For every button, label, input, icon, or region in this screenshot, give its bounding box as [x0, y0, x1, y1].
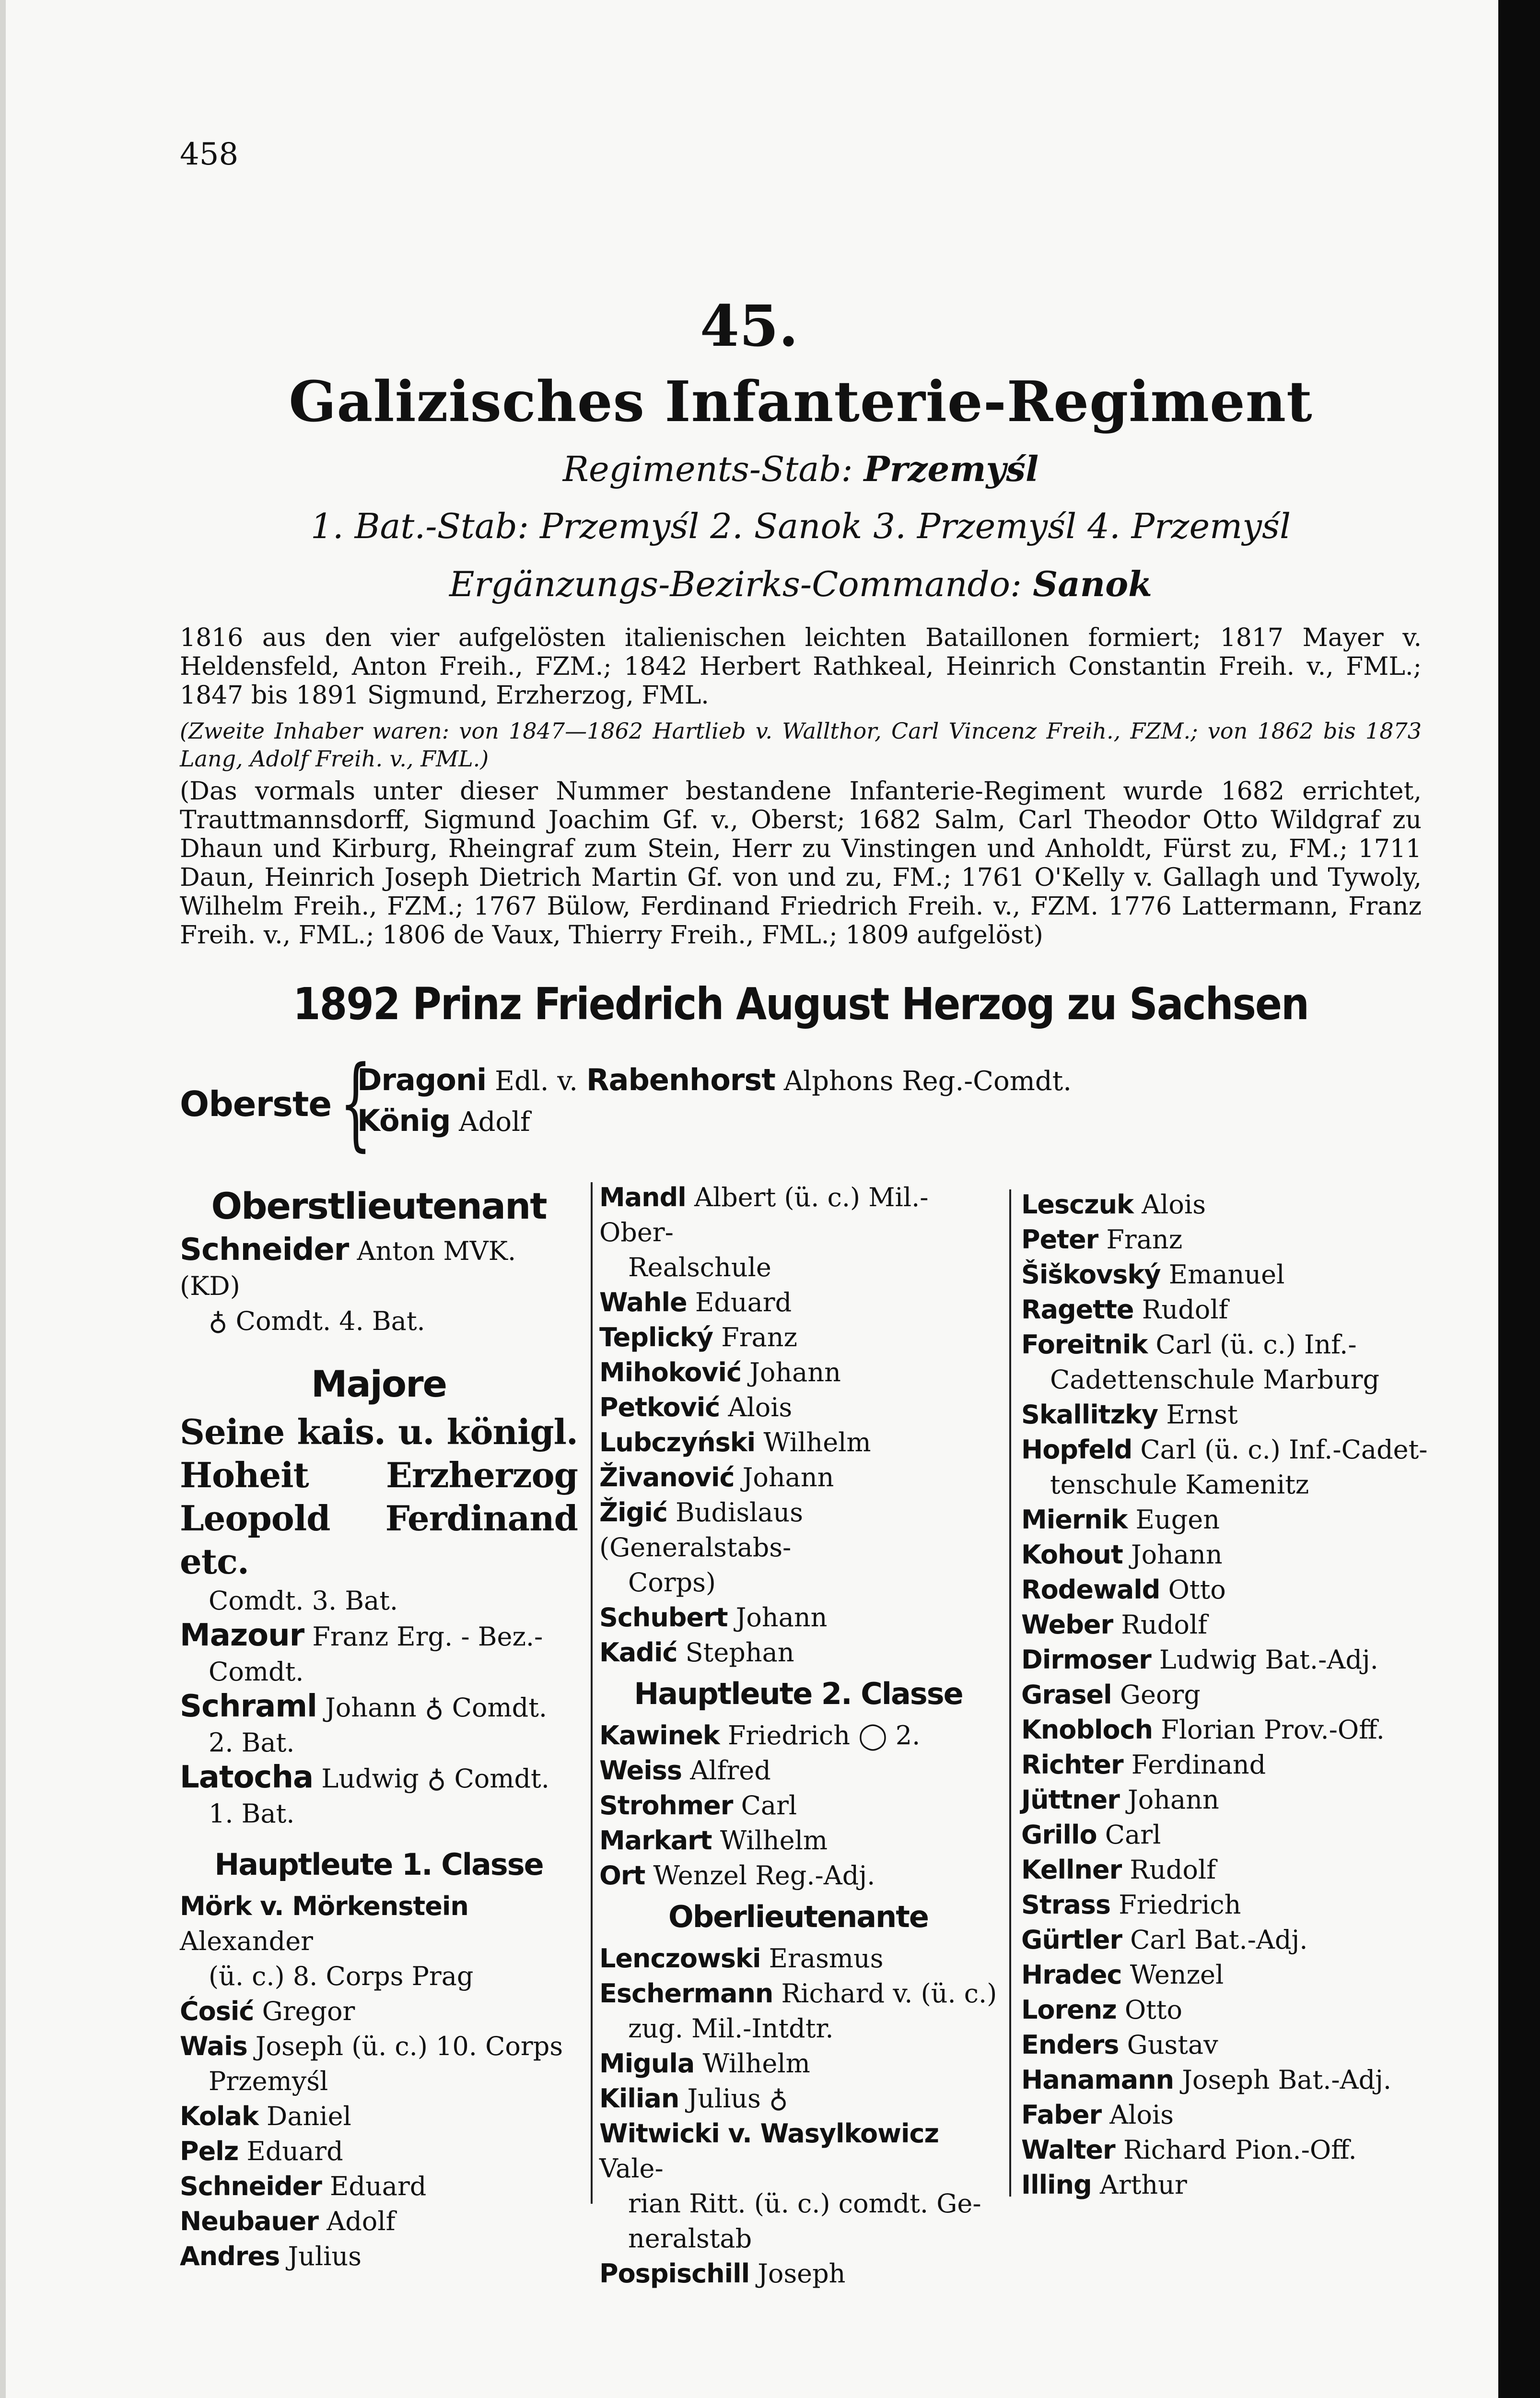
heading-oberstlieutenant: Oberstlieutenant: [211, 1185, 547, 1227]
officer-detail: Alexander: [180, 1926, 313, 1956]
column-3: [1021, 1187, 1434, 2202]
list-item-continuation: Cadettenschule Marburg: [1050, 1364, 1380, 1395]
list-item: [1021, 1817, 1434, 1852]
officer-detail: Richard v. (ü. c.): [781, 1978, 997, 2009]
list-item: [599, 1635, 997, 1670]
officer-name: Šiškovský: [1021, 1259, 1161, 1290]
list-item: [599, 2046, 997, 2081]
officer-detail: Carl (ü. c.) Inf.-: [1155, 1329, 1357, 1360]
officer-name: Grasel: [1021, 1680, 1112, 1710]
officer-detail: Rudolf: [1142, 1294, 1228, 1325]
officer-name: Foreitnik: [1021, 1329, 1148, 1360]
list-item: [599, 1941, 997, 1976]
officer-detail: Wilhelm: [763, 1427, 871, 1458]
regiment-title: Galizisches Infanterie-Regiment: [289, 369, 1313, 435]
officer-detail: Ferdinand: [1131, 1750, 1266, 1780]
list-item: [1021, 1782, 1434, 1817]
officer-detail: Eduard: [330, 2171, 427, 2201]
officer-name: Teplický: [599, 1322, 713, 1352]
officer-name: Mandl: [599, 1182, 686, 1212]
stab-label: Regiments-Stab:: [562, 449, 853, 489]
list-item-continuation: rian Ritt. (ü. c.) comdt. Ge-: [628, 2188, 981, 2219]
officer-detail: Carl: [1105, 1820, 1161, 1850]
list-item: [1021, 1187, 1434, 1222]
list-item: [1021, 2027, 1434, 2062]
list-item: [1021, 1222, 1434, 1257]
officer-detail: Friedrich ◯ 2.: [727, 1720, 921, 1751]
officer-name: Skallitzky: [1021, 1399, 1158, 1430]
list-item: [1021, 1992, 1434, 2027]
officer-name: Kadić: [599, 1637, 677, 1668]
list-item: [599, 2116, 997, 2186]
officer-detail: Arthur: [1099, 2170, 1187, 2200]
list-item: [599, 1495, 997, 1565]
officer-detail: Daniel: [267, 2101, 351, 2131]
page-edge-left: [0, 0, 6, 2398]
officer-name: Mihoković: [599, 1357, 742, 1387]
officer-detail: Franz: [1106, 1224, 1183, 1255]
officer-name: Pospischill: [599, 2258, 750, 2289]
regiments-stab: [0, 448, 1540, 489]
officer-detail: Alfred: [690, 1755, 771, 1786]
list-item: [599, 1425, 997, 1460]
officer-detail: Julius: [288, 2241, 362, 2271]
officer-name: Miernik: [1021, 1505, 1128, 1535]
officer-detail: Franz Erg. - Bez.-: [312, 1622, 543, 1652]
officer-name: Žigić: [599, 1497, 667, 1528]
officer-detail: Richard Pion.-Off.: [1123, 2135, 1357, 2165]
officer-name: Walter: [1021, 2135, 1115, 2165]
officer-name: Rodewald: [1021, 1575, 1160, 1605]
list-item: [1021, 1502, 1434, 1537]
brace-glyph: {: [339, 1044, 372, 1162]
officer-detail: Johann: [735, 1602, 828, 1633]
list-item: [599, 1285, 997, 1320]
officer-name: Jüttner: [1021, 1785, 1120, 1815]
officer-detail: Joseph Bat.-Adj.: [1182, 2065, 1392, 2095]
officer-detail: Gregor: [262, 1996, 355, 2026]
list-item: [180, 1889, 578, 1959]
officer-name: Andres: [180, 2241, 280, 2271]
regiment-number: 45.: [700, 293, 799, 359]
officer-detail: Johann: [1128, 1785, 1219, 1815]
officer-name: Kilian: [599, 2083, 679, 2114]
officer-detail: Johann: [742, 1462, 834, 1493]
list-item: [1021, 1327, 1434, 1362]
list-item-continuation: Comdt.: [209, 1657, 304, 1687]
list-item: [180, 1689, 578, 1725]
heading-hauptleute-2: Hauptleute 2. Classe: [634, 1676, 963, 1711]
column-divider: [1009, 1189, 1011, 2197]
officer-name: Schraml: [180, 1689, 317, 1724]
officer-name: Weber: [1021, 1610, 1113, 1640]
column-1: [180, 1180, 578, 2274]
oberst-entry-1: [357, 1062, 1072, 1097]
major-highness: Seine kais. u. königl. Hoheit Erzherzog Leopold Ferdinand etc.: [180, 1411, 578, 1582]
officer-detail: Johann ♁ Comdt.: [325, 1693, 548, 1723]
list-item: [180, 1233, 578, 1304]
officer-detail: Georg: [1120, 1680, 1201, 1710]
officer-detail: Florian Prov.-Off.: [1161, 1715, 1385, 1745]
officer-detail: Otto: [1124, 1995, 1182, 2025]
officer-detail: Wilhelm: [702, 2048, 810, 2079]
officer-name: Wahle: [599, 1287, 687, 1317]
list-item: [1021, 1887, 1434, 1922]
officer-detail: Stephan: [685, 1637, 794, 1668]
officer-detail: Johann: [1131, 1540, 1223, 1570]
officer-detail: Eduard: [246, 2136, 343, 2166]
officer-name: Dirmoser: [1021, 1645, 1151, 1675]
list-item: [180, 2169, 578, 2204]
officer-name: Gürtler: [1021, 1925, 1122, 1955]
officer-detail: Eduard: [695, 1287, 792, 1317]
officer-detail: Rudolf: [1130, 1855, 1216, 1885]
officer-detail: Wenzel: [1130, 1960, 1224, 1990]
officer-name: Kellner: [1021, 1855, 1122, 1885]
column-divider: [591, 1182, 593, 2204]
list-item: [599, 2256, 997, 2291]
officer-detail: Johann: [749, 1357, 841, 1387]
officer-name: Pelz: [180, 2136, 239, 2166]
officer-detail: Carl Bat.-Adj.: [1130, 1925, 1308, 1955]
list-item: [180, 2099, 578, 2134]
oberst-name: Dragoni: [357, 1062, 487, 1097]
officer-name: Mazour: [180, 1618, 304, 1653]
history-paragraph-1: 1816 aus den vier aufgelösten italienischen leichten Bataillonen formiert; 1817 Mayer v. Heldensfeld, Anton Freih., FZM.; 1842 Herbert Rathkeal, Heinrich Constantin Freih. v., FML.; 1847 bis 1891 Sigmund, Erzherzog, FML.: [180, 623, 1422, 710]
list-item: [1021, 1397, 1434, 1432]
officer-detail: Albert (ü. c.) Mil.-Ober-: [599, 1182, 929, 1247]
officer-detail: Eugen: [1135, 1505, 1220, 1535]
list-item: [180, 1760, 578, 1796]
officer-name: Markart: [599, 1825, 712, 1856]
officer-detail: Alois: [1142, 1189, 1206, 1220]
list-item: [180, 2029, 578, 2064]
list-item-continuation: zug. Mil.-Intdtr.: [628, 2013, 834, 2044]
officer-detail: Alois: [728, 1392, 793, 1422]
officer-name: Ort: [599, 1860, 645, 1891]
column-2: [599, 1180, 997, 2291]
officer-name: Schneider: [180, 1232, 349, 1268]
officer-detail: Otto: [1168, 1575, 1226, 1605]
officer-name: Strass: [1021, 1890, 1111, 1920]
list-item: [599, 1355, 997, 1390]
list-item: [1021, 1852, 1434, 1887]
ergaenzung-label: Ergänzungs-Bezirks-Commando:: [449, 564, 1022, 604]
list-item: [1021, 2132, 1434, 2167]
officer-detail: Adolf: [327, 2206, 396, 2236]
list-item: [1021, 1712, 1434, 1747]
ergaenzung-commando: [0, 564, 1540, 604]
officer-name: Lorenz: [1021, 1995, 1117, 2025]
officer-name: Latocha: [180, 1760, 314, 1795]
list-item: [1021, 1292, 1434, 1327]
oberste-label: Oberste: [180, 1084, 332, 1124]
officer-name: Živanović: [599, 1462, 735, 1493]
list-item: [1021, 1677, 1434, 1712]
ergaenzung-place: Sanok: [1033, 564, 1152, 604]
officer-name: Faber: [1021, 2100, 1102, 2130]
officer-name: Kolak: [180, 2101, 258, 2131]
officer-name: Ćosić: [180, 1996, 254, 2026]
list-item: [180, 2239, 578, 2274]
battalion-stabs: 1. Bat.-Stab: Przemyśl 2. Sanok 3. Przemyśl 4. Przemyśl: [311, 506, 1291, 546]
officer-detail: Wenzel Reg.-Adj.: [653, 1860, 875, 1891]
oberst-surname: Rabenhorst: [586, 1062, 775, 1097]
officer-detail: Julius ♁: [687, 2083, 788, 2114]
list-item: [1021, 1922, 1434, 1957]
oberst-entry-2: [357, 1103, 530, 1138]
officer-name: Kawinek: [599, 1720, 720, 1751]
officer-name: Lubczyński: [599, 1427, 756, 1458]
officer-name: Mörk v. Mörkenstein: [180, 1891, 468, 1921]
officer-name: Neubauer: [180, 2206, 319, 2236]
list-item: [1021, 2062, 1434, 2097]
officer-name: Strohmer: [599, 1790, 733, 1821]
list-item-continuation: 2. Bat.: [209, 1728, 295, 1758]
officer-name: Knobloch: [1021, 1715, 1153, 1745]
heading-oberlieutenante: Oberlieutenante: [668, 1899, 928, 1934]
officer-detail: Ludwig Bat.-Adj.: [1159, 1645, 1378, 1675]
officer-detail: Budislaus (Generalstabs-: [599, 1497, 803, 1563]
list-item: [1021, 1572, 1434, 1607]
list-item: [1021, 1257, 1434, 1292]
list-item: [599, 1600, 997, 1635]
list-item-continuation: tenschule Kamenitz: [1050, 1469, 1309, 1500]
officer-name: Weiss: [599, 1755, 682, 1786]
list-item: [599, 2081, 997, 2116]
officer-name: Peter: [1021, 1224, 1098, 1255]
oberst-name: König: [357, 1103, 451, 1138]
officer-name: Witwicki v. Wasylkowicz: [599, 2118, 939, 2149]
officer-name: Hradec: [1021, 1960, 1122, 1990]
list-item-continuation: neralstab: [628, 2223, 752, 2254]
list-item: [599, 1460, 997, 1495]
officer-name: Wais: [180, 2031, 247, 2061]
oberst-prefix: Edl. v.: [495, 1066, 578, 1097]
officer-name: Kohout: [1021, 1540, 1123, 1570]
list-item-continuation: Przemyśl: [209, 2066, 328, 2096]
heading-majore: Majore: [311, 1363, 447, 1405]
officer-detail: Friedrich: [1119, 1890, 1241, 1920]
history-paragraph-3: (Das vormals unter dieser Nummer bestandene Infanterie-Regiment wurde 1682 errichtet, Trauttmannsdorff, Sigmund Joachim Gf. v., Oberst; 1682 Salm, Carl Theodor Otto Wildgraf zu Dhaun und Kirburg, Rheingraf zum Stein, Herr zu Vinstingen und Anholdt, Fürst zu, FM.; 1711 Daun, Heinrich Joseph Dietrich Martin Gf. von und zu, FM.; 1761 O'Kelly v. Gallagh und Tywoly, Wilhelm Freih., FZM.; 1767 Bülow, Ferdinand Friedrich Freih. v., FZM. 1776 Lattermann, Franz Freih. v., FML.; 1806 de Vaux, Thierry Freih., FML.; 1809 aufgelöst): [180, 777, 1422, 950]
list-item: [599, 1976, 997, 2011]
oberst-detail: Alphons Reg.-Comdt.: [783, 1066, 1072, 1097]
list-item-continuation: Comdt. 3. Bat.: [209, 1586, 398, 1616]
officer-name: Richter: [1021, 1750, 1123, 1780]
officer-name: Grillo: [1021, 1820, 1097, 1850]
stab-place: Przemyśl: [863, 448, 1039, 489]
officer-detail: Carl (ü. c.) Inf.-Cadet-: [1140, 1434, 1428, 1465]
list-item-continuation: Realschule: [628, 1252, 771, 1282]
list-item: [599, 1753, 997, 1788]
list-item: [180, 1618, 578, 1654]
list-item: [1021, 2167, 1434, 2202]
list-item: [599, 1390, 997, 1425]
officer-name: Lesczuk: [1021, 1189, 1133, 1220]
list-item: [1021, 1747, 1434, 1782]
list-item: [1021, 1432, 1434, 1467]
list-item: [1021, 1642, 1434, 1677]
list-item-continuation: 1. Bat.: [209, 1798, 295, 1829]
heading-hauptleute-1: Hauptleute 1. Classe: [214, 1847, 543, 1882]
officer-name: Migula: [599, 2048, 695, 2079]
list-item-continuation: ♁ Comdt. 4. Bat.: [209, 1306, 425, 1336]
list-item: [1021, 1957, 1434, 1992]
list-item: [1021, 1607, 1434, 1642]
list-item: [1021, 2097, 1434, 2132]
officer-detail: Anton MVK. (KD): [180, 1236, 516, 1301]
oberst-detail: Adolf: [459, 1106, 530, 1138]
list-item: [180, 1994, 578, 2029]
officer-name: Petković: [599, 1392, 720, 1422]
officer-detail: Wilhelm: [720, 1825, 828, 1856]
officer-name: Hanamann: [1021, 2065, 1174, 2095]
officer-detail: Carl: [741, 1790, 797, 1821]
page-number: 458: [180, 137, 239, 172]
officer-detail: Franz: [721, 1322, 797, 1352]
officer-name: Illing: [1021, 2170, 1092, 2200]
officer-detail: Erasmus: [769, 1943, 884, 1974]
officer-detail: Joseph (ü. c.) 10. Corps: [255, 2031, 563, 2061]
officer-detail: Emanuel: [1168, 1259, 1285, 1290]
list-item: [599, 1718, 997, 1753]
officer-name: Lenczowski: [599, 1943, 761, 1974]
regiment-inhaber: 1892 Prinz Friedrich August Herzog zu Sachsen: [293, 978, 1308, 1030]
list-item-continuation: (ü. c.) 8. Corps Prag: [209, 1961, 474, 1991]
officer-detail: Joseph: [758, 2258, 846, 2289]
officer-detail: Vale-: [599, 2153, 664, 2184]
officer-name: Eschermann: [599, 1978, 773, 2009]
history-paragraph-2: (Zweite Inhaber waren: von 1847—1862 Hartlieb v. Wallthor, Carl Vincenz Freih., FZM.; von 1862 bis 1873 Lang, Adolf Freih. v., FML.): [180, 718, 1422, 772]
list-item: [1021, 1537, 1434, 1572]
list-item: [599, 1180, 997, 1250]
list-item: [599, 1823, 997, 1858]
officer-detail: Ludwig ♁ Comdt.: [321, 1763, 549, 1794]
officer-detail: Rudolf: [1121, 1610, 1208, 1640]
list-item-continuation: Corps): [628, 1567, 716, 1598]
scan-border-right: [1498, 0, 1540, 2398]
officer-detail: Gustav: [1127, 2030, 1218, 2060]
officer-name: Enders: [1021, 2030, 1119, 2060]
officer-detail: Alois: [1109, 2100, 1174, 2130]
list-item: [599, 1320, 997, 1355]
officer-name: Hopfeld: [1021, 1434, 1132, 1465]
officer-name: Ragette: [1021, 1294, 1134, 1325]
list-item: [180, 2134, 578, 2169]
list-item: [599, 1858, 997, 1893]
list-item: [599, 1788, 997, 1823]
officer-name: Schneider: [180, 2171, 322, 2201]
list-item: [180, 2204, 578, 2239]
officer-detail: Ernst: [1166, 1399, 1238, 1430]
officer-name: Schubert: [599, 1602, 728, 1633]
